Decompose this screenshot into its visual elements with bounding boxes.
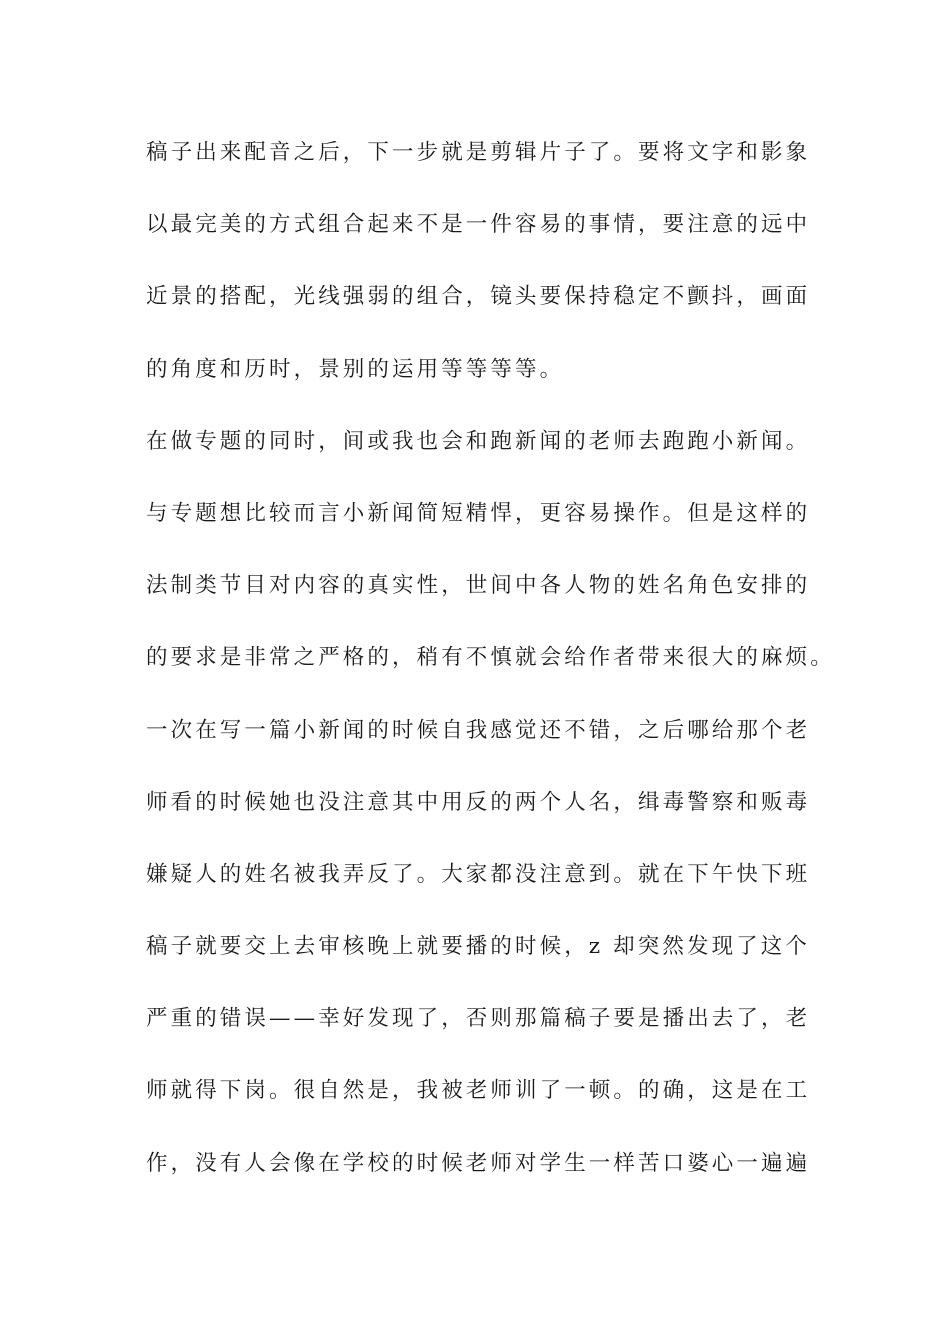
text-line-5: 在做专题的同时，间或我也会和跑新闻的老师去跑跑小新闻。 (146, 428, 811, 454)
text-line-8: 的要求是非常之严格的，稍有不慎就会给作者带来很大的麻烦。 (146, 645, 835, 671)
text-line-7: 法制类节目对内容的真实性，世间中各人物的姓名角色安排的 (146, 573, 811, 599)
text-line-15: 作，没有人会像在学校的时候老师对学生一样苦口婆心一遍遍 (146, 1150, 811, 1176)
text-line-11: 嫌疑人的姓名被我弄反了。大家都没注意到。就在下午快下班 (146, 861, 811, 887)
text-line-1: 稿子出来配音之后，下一步就是剪辑片子了。要将文字和影象 (146, 140, 811, 165)
body-text (146, 130, 835, 1213)
text-line-13: 严重的错误——幸好发现了，否则那篇稿子要是播出去了，老 (146, 1006, 811, 1032)
text-line-12: 稿子就要交上去审核晚上就要播的时候，z 却突然发现了这个 (146, 934, 810, 960)
text-line-10: 师看的时候她也没注意其中用反的两个人名，缉毒警察和贩毒 (146, 789, 811, 815)
text-line-6: 与专题想比较而言小新闻简短精悍，更容易操作。但是这样的 (146, 500, 811, 526)
text-line-4: 的角度和历时，景别的运用等等等等。 (146, 356, 565, 382)
text-line-9: 一次在写一篇小新闻的时候自我感觉还不错，之后哪给那个老 (146, 717, 811, 743)
text-line-2: 以最完美的方式组合起来不是一件容易的事情，要注意的远中 (146, 212, 811, 238)
text-line-3: 近景的搭配，光线强弱的组合，镜头要保持稳定不颤抖，画面 (146, 284, 811, 310)
text-line-14: 师就得下岗。很自然是，我被老师训了一顿。的确，这是在工 (146, 1078, 811, 1104)
